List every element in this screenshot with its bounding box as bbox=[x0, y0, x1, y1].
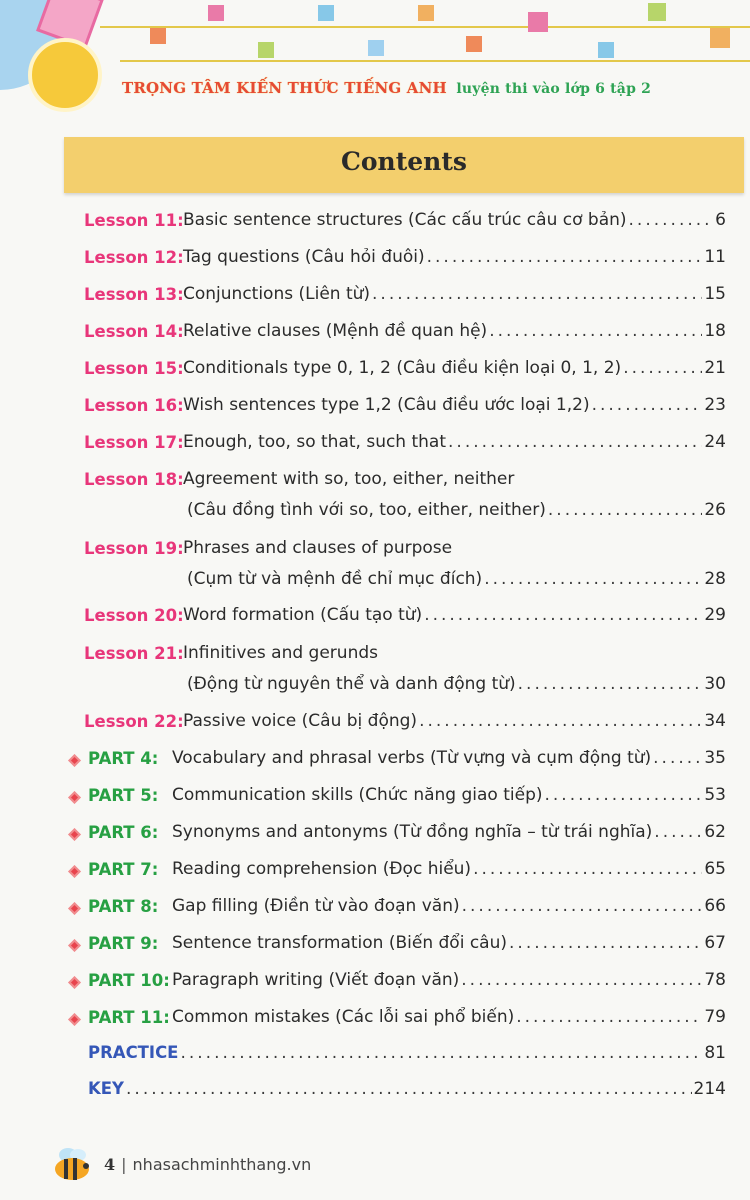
toc-entry-label: Lesson 20: bbox=[84, 606, 184, 625]
dot-leader bbox=[592, 395, 703, 415]
dot-leader bbox=[126, 1079, 692, 1099]
dot-leader bbox=[629, 210, 714, 230]
dot-leader bbox=[548, 500, 702, 520]
toc-entry-page: 53 bbox=[704, 785, 726, 805]
toc-entry-page: 6 bbox=[715, 210, 726, 230]
dot-leader bbox=[516, 1007, 702, 1027]
toc-entry-label: PART 8: bbox=[88, 897, 159, 916]
toc-entry-label: PART 9: bbox=[88, 934, 159, 953]
toc-entry-page: 65 bbox=[704, 859, 726, 879]
diamond-bullet-icon bbox=[68, 791, 81, 804]
book-title-main: TRỌNG TÂM KIẾN THỨC TIẾNG ANH bbox=[122, 79, 447, 97]
toc-entry-label: Lesson 19: bbox=[84, 539, 184, 558]
page-number: 4 bbox=[104, 1154, 116, 1174]
toc-entry-label: KEY bbox=[88, 1079, 125, 1098]
toc-entry-title: Reading comprehension (Đọc hiểu) bbox=[172, 859, 472, 879]
toc-entry-label: Lesson 22: bbox=[84, 712, 184, 731]
bee-icon bbox=[50, 1147, 96, 1181]
toc-entry-label: Lesson 12: bbox=[84, 248, 184, 267]
toc-entry-label: Lesson 18: bbox=[84, 470, 184, 489]
toc-entry-page: 81 bbox=[704, 1043, 726, 1063]
dot-leader bbox=[462, 896, 703, 916]
toc-entry-label: Lesson 15: bbox=[84, 359, 184, 378]
toc-entry-title: Common mistakes (Các lỗi sai phổ biến) bbox=[172, 1007, 515, 1027]
diamond-bullet-icon bbox=[68, 828, 81, 841]
toc-entry-page: 26 bbox=[704, 500, 726, 520]
dot-leader bbox=[484, 569, 702, 589]
toc-entry-label: PRACTICE bbox=[88, 1043, 179, 1062]
toc-entry-title: Relative clauses (Mệnh đề quan hệ) bbox=[183, 321, 488, 341]
toc-entry-page: 67 bbox=[704, 933, 726, 953]
toc-entry-title: Sentence transformation (Biến đổi câu) bbox=[172, 933, 508, 953]
toc-entry-label: PART 10: bbox=[88, 971, 170, 990]
toc-entry-label: Lesson 14: bbox=[84, 322, 184, 341]
toc-entry-page: 78 bbox=[704, 970, 726, 990]
book-title-sub: luyện thi vào lớp 6 tập 2 bbox=[456, 81, 652, 97]
toc-entry-title: Paragraph writing (Viết đoạn văn) bbox=[172, 970, 460, 990]
toc-entry-label: PART 4: bbox=[88, 749, 159, 768]
dot-leader bbox=[473, 859, 702, 879]
toc-entry-label: Lesson 11: bbox=[84, 211, 184, 230]
diamond-bullet-icon bbox=[68, 939, 81, 952]
dot-leader bbox=[545, 785, 703, 805]
diamond-bullet-icon bbox=[68, 865, 81, 878]
toc-entry-title: Passive voice (Câu bị động) bbox=[183, 711, 418, 731]
dot-leader bbox=[419, 711, 702, 731]
toc-entry-page: 29 bbox=[704, 605, 726, 625]
toc-entry-title: Wish sentences type 1,2 (Câu điều ước loại 1,2) bbox=[183, 395, 590, 415]
toc-entry-title: Conditionals type 0, 1, 2 (Câu điều kiện loại 0, 1, 2) bbox=[183, 358, 622, 378]
dot-leader bbox=[509, 933, 702, 953]
toc-entry-label: PART 5: bbox=[88, 786, 159, 805]
toc-entry-page: 79 bbox=[704, 1007, 726, 1027]
contents-title: Contents bbox=[340, 147, 467, 176]
toc-entry-page: 34 bbox=[704, 711, 726, 731]
toc-entry-title: Gap filling (Điền từ vào đoạn văn) bbox=[172, 896, 460, 916]
diamond-bullet-icon bbox=[68, 902, 81, 915]
toc-entry-page: 21 bbox=[704, 358, 726, 378]
toc-entry-title: Enough, too, so that, such that bbox=[183, 432, 447, 452]
dot-leader bbox=[448, 432, 702, 452]
toc-entry-title: Agreement with so, too, either, neither bbox=[183, 469, 515, 489]
toc-entry-page: 15 bbox=[704, 284, 726, 304]
dot-leader bbox=[623, 358, 702, 378]
dot-leader bbox=[372, 284, 702, 304]
toc-entry-label: Lesson 21: bbox=[84, 644, 184, 663]
dot-leader bbox=[489, 321, 702, 341]
dot-leader bbox=[653, 748, 702, 768]
toc-entry-page: 24 bbox=[704, 432, 726, 452]
toc-entry-page: 35 bbox=[704, 748, 726, 768]
toc-entry-page: 11 bbox=[704, 247, 726, 267]
toc-entry-label: PART 7: bbox=[88, 860, 159, 879]
toc-entry-title: Conjunctions (Liên từ) bbox=[183, 284, 371, 304]
dot-leader bbox=[427, 247, 703, 267]
toc-entry-page: 30 bbox=[704, 674, 726, 694]
toc-entry-title: Word formation (Cấu tạo từ) bbox=[183, 605, 423, 625]
footer-separator: | bbox=[121, 1154, 127, 1174]
toc-entry-label: PART 11: bbox=[88, 1008, 170, 1027]
diamond-bullet-icon bbox=[68, 754, 81, 767]
toc-entry-label: PART 6: bbox=[88, 823, 159, 842]
toc-entry-page: 18 bbox=[704, 321, 726, 341]
toc-entry-title: Basic sentence structures (Các cấu trúc câu cơ bản) bbox=[183, 210, 627, 230]
dot-leader bbox=[461, 970, 702, 990]
toc-entry-page: 28 bbox=[704, 569, 726, 589]
toc-entry-title: Tag questions (Câu hỏi đuôi) bbox=[183, 247, 425, 267]
toc-entry-title: Phrases and clauses of purpose bbox=[183, 538, 453, 558]
diamond-bullet-icon bbox=[68, 1013, 81, 1026]
toc-entry-page: 66 bbox=[704, 896, 726, 916]
toc-entry-title: Synonyms and antonyms (Từ đồng nghĩa – từ trái nghĩa) bbox=[172, 822, 653, 842]
dot-leader bbox=[180, 1043, 702, 1063]
dot-leader bbox=[424, 605, 702, 625]
page-footer bbox=[50, 1147, 311, 1181]
toc-entry-label: Lesson 16: bbox=[84, 396, 184, 415]
toc-entry-page: 23 bbox=[704, 395, 726, 415]
dot-leader bbox=[518, 674, 703, 694]
diamond-bullet-icon bbox=[68, 976, 81, 989]
website-url: nhasachminhthang.vn bbox=[132, 1154, 312, 1174]
toc-entry-title: Infinitives and gerunds bbox=[183, 643, 378, 663]
toc-entry-page: 214 bbox=[693, 1079, 726, 1099]
toc-entry-title: (Cụm từ và mệnh đề chỉ mục đích) bbox=[187, 569, 483, 589]
toc-entry-title: Vocabulary and phrasal verbs (Từ vựng và cụm động từ) bbox=[172, 748, 652, 768]
toc-entry-title: (Động từ nguyên thể và danh động từ) bbox=[187, 674, 516, 694]
toc-entry-label: Lesson 17: bbox=[84, 433, 184, 452]
dot-leader bbox=[654, 822, 702, 842]
toc-entry-label: Lesson 13: bbox=[84, 285, 184, 304]
toc-entry-page: 62 bbox=[704, 822, 726, 842]
toc-entry-title: (Câu đồng tình với so, too, either, neither) bbox=[187, 500, 546, 520]
toc-entry-title: Communication skills (Chức năng giao tiếp) bbox=[172, 785, 543, 805]
